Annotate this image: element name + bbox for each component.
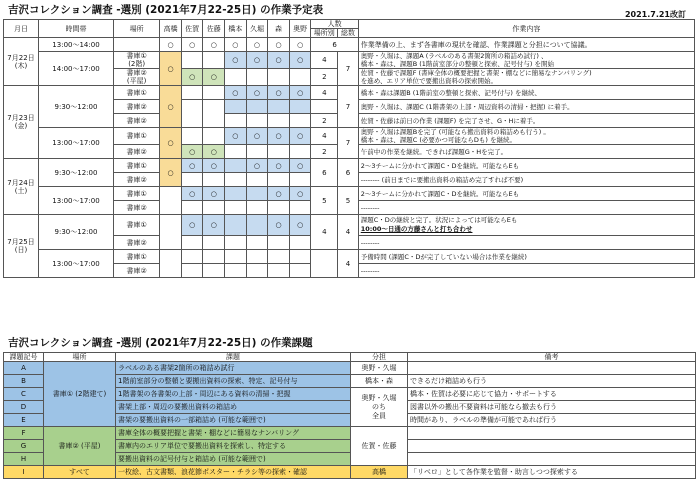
time-cell: 13:00～17:00 <box>38 128 113 159</box>
task-text: 書庫全体の概要把握と書架・棚などに簡易なナンバリング <box>116 427 351 440</box>
task-row <box>4 362 696 375</box>
table-row <box>4 215 695 236</box>
time-cell: 13:00～17:00 <box>38 187 113 215</box>
mark: ○ <box>203 215 225 236</box>
task-code: H <box>4 453 44 466</box>
tasks-table <box>3 352 696 479</box>
mark: ○ <box>268 128 290 145</box>
task-text: ラベルのある書架2箇所の箱詰め試行 <box>116 362 351 375</box>
task-assign: 高橋 <box>351 466 408 479</box>
header-staff: 佐藤 <box>203 20 225 38</box>
mark: ○ <box>225 52 247 69</box>
mark: ○ <box>160 52 182 86</box>
time-cell: 9:30～12:00 <box>38 86 113 128</box>
count-cell: 2 <box>311 145 338 159</box>
content-cell: -------- <box>358 236 694 250</box>
table-row <box>4 187 695 201</box>
meeting-note: 10:00～日通の方藤さんと打ち合わせ <box>360 225 473 233</box>
task-row <box>4 427 696 440</box>
mark: ○ <box>181 159 203 173</box>
task-remarks <box>408 427 696 440</box>
header-staff: 森 <box>268 20 290 38</box>
mark: ○ <box>181 187 203 201</box>
task-code: A <box>4 362 44 375</box>
mark: ○ <box>203 159 225 173</box>
place-cell: 書庫① <box>114 187 160 201</box>
content-cell: 橋本・森は課題B (1階前室の整頓と探索、記号付与) を継続、 <box>358 86 694 100</box>
task-remarks <box>408 453 696 466</box>
mark: ○ <box>289 52 311 69</box>
mark: ○ <box>225 86 247 100</box>
task-remarks: 「リベロ」として各作業を監督・助言しつつ探索する <box>408 466 696 479</box>
mark: ○ <box>181 145 203 159</box>
mark: ○ <box>268 215 290 236</box>
task-remarks: 図書以外の搬出不要資料は可能なら撤去も行う <box>408 401 696 414</box>
count-cell: 5 <box>311 187 338 215</box>
task-code: B <box>4 375 44 388</box>
task-text: 一枚絵、古文書類、浪花節ポスター・チラシ等の探索・確認 <box>116 466 351 479</box>
task-remarks: できるだけ箱詰めも行う <box>408 375 696 388</box>
task-header-row <box>4 353 696 362</box>
content-cell: 奥野・久堀は、課題A (ラベルのある書架2箇所の箱詰め試行) 、 橋本・森は、課題B (1階前室部分の整頓と探索、記号付与) を開始 <box>358 52 694 69</box>
header-content: 作業内容 <box>358 20 694 38</box>
task-assign: 佐賀・佐藤 <box>351 427 408 466</box>
place-cell: 書庫① (2階) <box>114 52 160 69</box>
table-row <box>4 159 695 173</box>
table-row <box>4 86 695 100</box>
header-place: 場所 <box>114 20 160 38</box>
mark: ○ <box>268 52 290 69</box>
total-cell: 7 <box>338 52 359 86</box>
mark: ○ <box>268 38 290 52</box>
header-per-place: 場所別 <box>311 29 338 38</box>
task-text: 1階書架の各書架の上部・周辺にある資料の清掃・把握 <box>116 388 351 401</box>
mark: ○ <box>268 86 290 100</box>
place-cell: 書庫② <box>114 100 160 114</box>
header-staff: 橋本 <box>225 20 247 38</box>
day-cell: 7月23日 (金) <box>4 86 39 159</box>
task-code: F <box>4 427 44 440</box>
mark: ○ <box>289 86 311 100</box>
content-cell: 作業準備の上、まず各書庫の現状を確認、作業課題と分担について協議。 <box>358 38 694 52</box>
content-cell: 奥野・久堀は、課題C (1階書架の上部・周辺資料の清掃・把握) に着手。 <box>358 100 694 114</box>
count-cell: 6 <box>311 159 338 187</box>
total-cell: 6 <box>338 159 359 187</box>
content-cell: 午前中の作業を継続。できれば課題G・Hを完了。 <box>358 145 694 159</box>
content-cell <box>358 215 694 236</box>
content-cell: -------- (前日までに要搬出資料の箱詰め完了すれば不要) <box>358 173 694 187</box>
mark: ○ <box>289 159 311 173</box>
mark: ○ <box>246 52 268 69</box>
total-cell: 4 <box>338 250 359 278</box>
place-cell: 書庫② <box>114 145 160 159</box>
mark: ○ <box>203 145 225 159</box>
place-cell: 書庫① <box>114 128 160 145</box>
count-cell: 4 <box>311 52 338 69</box>
header-date: 月日 <box>4 20 39 38</box>
task-place: 書庫① (2階建て) <box>44 362 116 427</box>
content-cell: 奥野・久堀は課題Bを完了 (可能なら搬出資料の箱詰めも行う) 。 橋本・森は、課題C (必要かつ可能ならDも) を継続。 <box>358 128 694 145</box>
mark: ○ <box>203 69 225 86</box>
task-assign: 奥野・久堀 のち 全員 <box>351 388 408 427</box>
mark: ○ <box>289 128 311 145</box>
task-header-place: 場所 <box>44 353 116 362</box>
content-cell: 2～3チームに分かれて課題C・Dを継続。可能ならEも <box>358 159 694 173</box>
tasks-title: 吉沢コレクション調査 -選別 (2021年7月22-25日) の作業課題 <box>8 337 313 349</box>
mark: ○ <box>203 38 225 52</box>
task-header-code: 課題記号 <box>4 353 44 362</box>
place-cell: 書庫② <box>114 201 160 215</box>
content-text: 課題C・Dの継続と完了。状況によっては可能ならEも <box>360 216 518 224</box>
place-cell: 書庫② <box>114 114 160 128</box>
count-cell: 2 <box>311 114 338 128</box>
count-cell: 2 <box>311 69 338 86</box>
task-text: 書庫内のエリア単位で要搬出資料を探索し、特定する <box>116 440 351 453</box>
task-text: 書架の要搬出資料の一部箱詰め (可能な範囲で) <box>116 414 351 427</box>
content-cell: 佐賀・佐藤は前日の作業 (課題F) を完了させ、G・Hに着手。 <box>358 114 694 128</box>
task-remarks <box>408 362 696 375</box>
day-cell: 7月22日 (木) <box>4 38 39 86</box>
task-place: 書庫② (平屋) <box>44 427 116 466</box>
task-header-assign: 分担 <box>351 353 408 362</box>
mark: ○ <box>181 215 203 236</box>
place-cell: 書庫① <box>114 86 160 100</box>
count-cell: 6 <box>311 38 358 52</box>
task-text: 書架上部・周辺の要搬出資料の箱詰め <box>116 401 351 414</box>
schedule-table <box>3 19 695 278</box>
content-cell: 佐賀・佐藤で課題F (書庫全体の概要把握と書架・棚などに簡易なナンバリング) を進め、エリア単位で要搬出資料の探索開始。 <box>358 69 694 86</box>
place-cell: 書庫① <box>114 250 160 264</box>
total-cell: 4 <box>338 215 359 250</box>
total-cell: 5 <box>338 187 359 215</box>
revision-date: 2021.7.21改訂 <box>624 10 686 19</box>
table-row <box>4 250 695 264</box>
time-cell: 9:30～12:00 <box>38 159 113 187</box>
mark: ○ <box>160 128 182 159</box>
header-count: 人数 <box>311 20 358 29</box>
mark: ○ <box>289 38 311 52</box>
day-cell: 7月25日 (日) <box>4 215 39 278</box>
task-text: 1階前室部分の整頓と要搬出資料の探索、特定、記号付与 <box>116 375 351 388</box>
count-cell: 4 <box>311 215 338 250</box>
header-row <box>4 20 695 29</box>
mark: ○ <box>160 38 182 52</box>
place-cell: 書庫① <box>114 159 160 173</box>
task-code: E <box>4 414 44 427</box>
task-remarks <box>408 440 696 453</box>
mark: ○ <box>246 128 268 145</box>
mark: ○ <box>160 86 182 128</box>
task-row <box>4 466 696 479</box>
day-cell: 7月24日 (土) <box>4 159 39 215</box>
content-cell: 予備時間 (課題C・Dが完了していない場合は作業を継続) <box>358 250 694 264</box>
content-cell: 2～3チームに分かれて課題C・Dを継続。可能ならEも <box>358 187 694 201</box>
task-code: D <box>4 401 44 414</box>
mark: ○ <box>225 128 247 145</box>
header-total: 総数 <box>338 29 359 38</box>
mark: ○ <box>246 86 268 100</box>
task-remarks: 橋本・佐賀は必要に応じて協力・サポートする <box>408 388 696 401</box>
mark: ○ <box>246 38 268 52</box>
mark: ○ <box>289 215 311 236</box>
task-assign: 橋本・森 <box>351 375 408 388</box>
mark: ○ <box>203 187 225 201</box>
content-cell: -------- <box>358 264 694 278</box>
total-cell: 7 <box>338 86 359 128</box>
task-code: C <box>4 388 44 401</box>
time-cell: 13:00～14:00 <box>38 38 113 52</box>
place-cell: 書庫② <box>114 236 160 250</box>
count-cell: 4 <box>311 86 338 100</box>
header-staff: 高橋 <box>160 20 182 38</box>
table-row <box>4 38 695 52</box>
task-code: G <box>4 440 44 453</box>
header-staff: 佐賀 <box>181 20 203 38</box>
place-cell: 書庫② <box>114 173 160 187</box>
content-cell: -------- <box>358 201 694 215</box>
place-cell: 書庫② (平屋) <box>114 69 160 86</box>
mark: ○ <box>160 159 182 187</box>
task-header-task: 課題 <box>116 353 351 362</box>
task-assign: 奥野・久堀 <box>351 362 408 375</box>
time-cell: 13:00～17:00 <box>38 250 113 278</box>
mark: ○ <box>246 159 268 173</box>
schedule-title: 吉沢コレクション調査 -選別 (2021年7月22-25日) の作業予定表 <box>8 4 324 16</box>
place-cell: 書庫① <box>114 215 160 236</box>
time-cell: 14:00～17:00 <box>38 52 113 86</box>
mark: ○ <box>181 69 203 86</box>
time-cell: 9:30～12:00 <box>38 215 113 250</box>
count-cell: 4 <box>311 128 338 145</box>
task-header-remarks: 備考 <box>408 353 696 362</box>
task-remarks: 時間があり、ラベルの準備が可能であれば行う <box>408 414 696 427</box>
header-time: 時間帯 <box>38 20 113 38</box>
header-staff: 奥野 <box>289 20 311 38</box>
task-code: I <box>4 466 44 479</box>
place-cell: 書庫② <box>114 264 160 278</box>
total-cell: 7 <box>338 128 359 159</box>
task-text: 要搬出資料の記号付与と箱詰め (可能な範囲で) <box>116 453 351 466</box>
mark: ○ <box>225 38 247 52</box>
mark: ○ <box>289 187 311 201</box>
mark: ○ <box>181 38 203 52</box>
mark: ○ <box>268 187 290 201</box>
task-place: すべて <box>44 466 116 479</box>
header-staff: 久堀 <box>246 20 268 38</box>
mark: ○ <box>268 159 290 173</box>
